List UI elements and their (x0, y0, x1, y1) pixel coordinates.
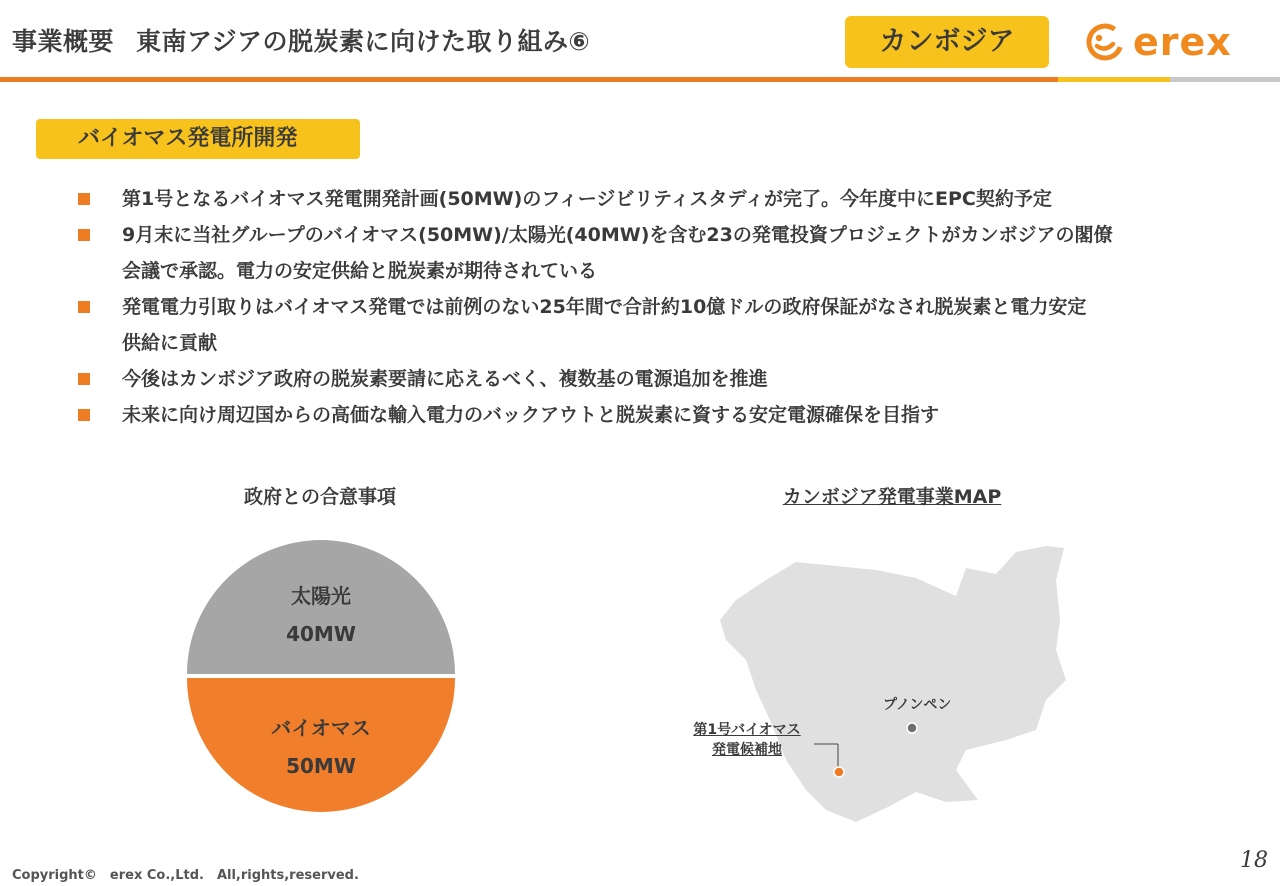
header-rule-yellow (1058, 77, 1170, 82)
bullet-item (78, 181, 1258, 217)
bullet-text-cont: 会議で承認。電力の安定供給と脱炭素が期待されている (122, 260, 598, 282)
header-rule-orange (0, 77, 1058, 82)
map-site-label-line2: 発電候補地 (712, 742, 782, 758)
pie-label-biomass-name: バイオマス (271, 716, 371, 740)
erex-logo-icon (1085, 22, 1125, 62)
bullet-square-icon (78, 373, 90, 385)
bullet-list (78, 181, 1258, 433)
page-title (12, 22, 590, 58)
phnom-penh-marker (907, 723, 917, 733)
cambodia-map (716, 540, 1076, 830)
page-title-sub: 東南アジアの脱炭素に向けた取り組み⑥ (136, 27, 591, 56)
bullet-text: 発電電力引取りはバイオマス発電では前例のない25年間で合計約10億ドルの政府保証がなされ脱炭素と電力安定 (122, 296, 1087, 318)
map-title: カンボジア発電事業MAP (782, 486, 1002, 508)
section-label: バイオマス発電所開発 (36, 119, 360, 159)
bullet-item (78, 217, 1258, 289)
copyright: Copyright© erex Co.,Ltd. All,rights,reserved. (12, 868, 359, 883)
bullet-text: 第1号となるバイオマス発電開発計画(50MW)のフィージビリティスタディが完了。今年度中にEPC契約予定 (122, 188, 1052, 210)
map-site-label-line1: 第1号バイオマス (693, 722, 801, 738)
bullet-text: 未来に向け周辺国からの高価な輸入電力のバックアウトと脱炭素に資する安定電源確保を目指す (122, 404, 940, 426)
header-rule-gray (1170, 77, 1280, 82)
page-title-main: 事業概要 (12, 27, 115, 56)
biomass-site-marker (834, 767, 844, 777)
bullet-item (78, 361, 1258, 397)
pie-label-solar-value: 40MW (286, 622, 356, 646)
chart-title: 政府との合意事項 (243, 486, 396, 508)
erex-logo (1085, 20, 1232, 64)
pie-slice-biomass (187, 678, 455, 812)
bullet-text-cont: 供給に貢献 (122, 332, 218, 354)
pie-label-biomass-value: 50MW (286, 754, 356, 778)
bullet-item (78, 289, 1258, 361)
map-site-label (690, 720, 804, 760)
bullet-text: 今後はカンボジア政府の脱炭素要請に応えるべく、複数基の電源追加を推進 (122, 368, 768, 390)
bullet-item (78, 397, 1258, 433)
bullet-square-icon (78, 301, 90, 313)
pie-label-solar-name: 太陽光 (291, 584, 351, 608)
erex-logo-text: erex (1133, 20, 1232, 64)
bullet-square-icon (78, 409, 90, 421)
bullet-text: 9月末に当社グループのバイオマス(50MW)/太陽光(40MW)を含む23の発電投資プロジェクトがカンボジアの閣僚 (122, 224, 1113, 246)
country-badge: カンボジア (845, 16, 1049, 68)
bullet-square-icon (78, 229, 90, 241)
bullet-square-icon (78, 193, 90, 205)
cambodia-shape (720, 546, 1066, 822)
page-number: 18 (1240, 848, 1268, 873)
map-city-label: プノンペン (883, 697, 952, 713)
